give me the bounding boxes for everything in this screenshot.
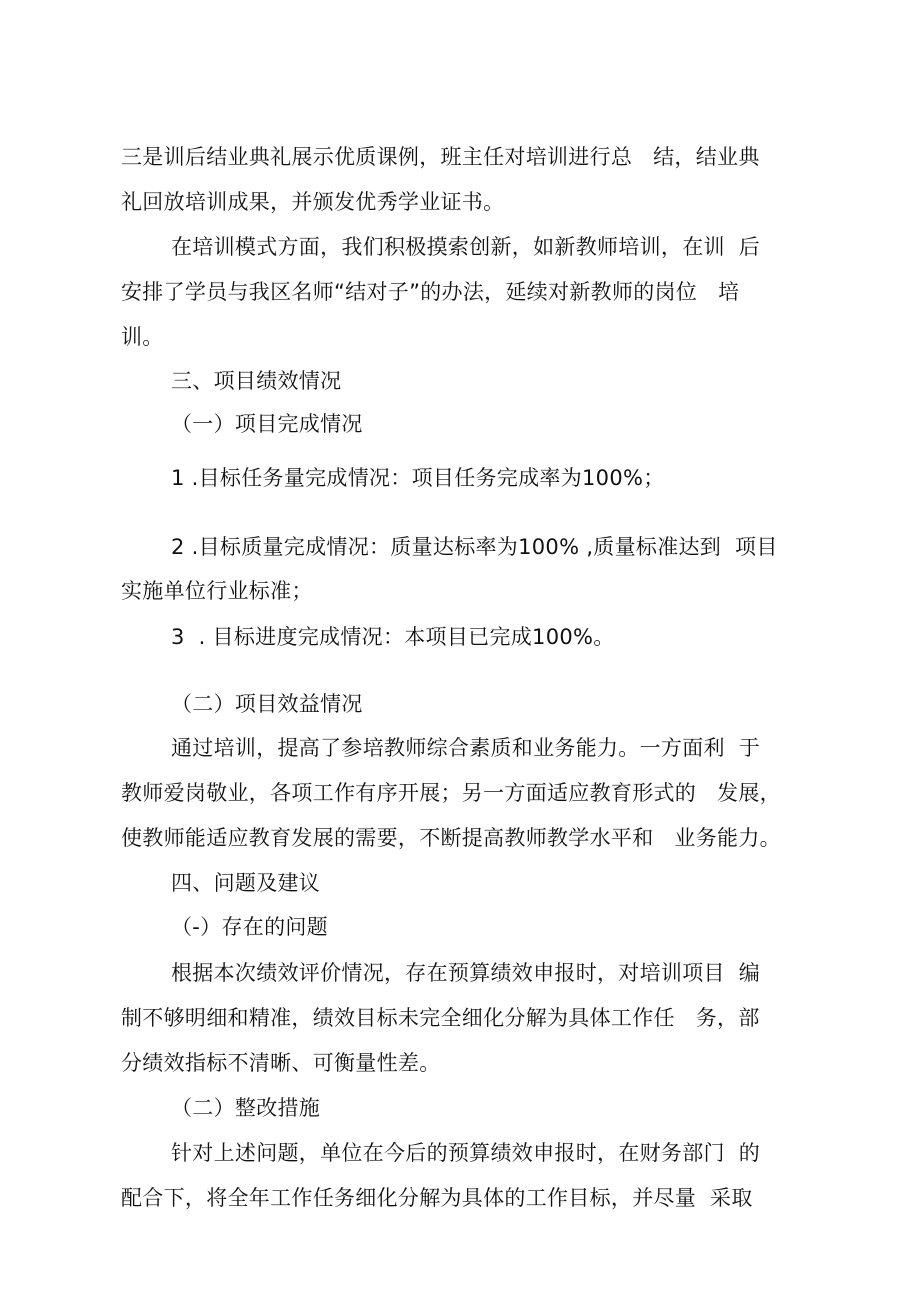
body-line-3: 在培训模式方面，我们积极摸索创新，如新教师培训，在训 后 xyxy=(171,235,761,259)
body-line-11: 分绩效指标不清晰、可衡量性差。 xyxy=(121,1051,441,1075)
body-line-10: 制不够明细和精准，绩效目标未完全细化分解为具体工作任 务，部 xyxy=(121,1006,760,1030)
item-line-3: 3 . 目标进度完成情况：本项目已完成100%。 xyxy=(171,625,615,649)
body-line-6: 通过培训，提高了参培教师综合素质和业务能力。一方面利 于 xyxy=(171,736,761,760)
body-line-1: 三是训后结业典礼展示优质课例，班主任对培训进行总 结，结业典 xyxy=(121,145,760,169)
section-heading-4: 四、问题及建议 xyxy=(171,871,321,895)
body-line-12: 针对上述问题，单位在今后的预算绩效申报时，在财务部门 的 xyxy=(171,1141,761,1165)
body-line-8: 使教师能适应教育发展的需要，不断提高教师教学水平和 业务能力。 xyxy=(121,826,781,850)
body-line-4: 安排了学员与我区名师“结对子”的办法，延续对新教师的岗位 培 xyxy=(121,280,740,304)
body-line-9: 根据本次绩效评价情况，存在预算绩效申报时，对培训项目 编 xyxy=(171,961,761,985)
subsection-heading-4: （二）整改措施 xyxy=(171,1096,321,1120)
item-line-2: 2 .目标质量完成情况：质量达标率为100% ,质量标准达到 项目 xyxy=(171,535,778,559)
body-line-2: 礼回放培训成果，并颁发优秀学业证书。 xyxy=(121,190,505,214)
subsection-heading-3: （-）存在的问题 xyxy=(171,915,328,939)
item-line-1: 1 .目标任务量完成情况：项目任务完成率为100%； xyxy=(171,466,665,490)
subsection-heading-1: （一）项目完成情况 xyxy=(171,412,363,436)
item-line-2-cont: 实施单位行业标准； xyxy=(121,579,313,603)
body-line-7: 教师爱岗敬业，各项工作有序开展；另一方面适应教育形式的 发展， xyxy=(121,781,781,805)
subsection-heading-2: （二）项目效益情况 xyxy=(171,692,363,716)
body-line-5: 训。 xyxy=(121,325,164,349)
section-heading-3: 三、项目绩效情况 xyxy=(171,369,342,393)
body-line-13: 配合下，将全年工作任务细化分解为具体的工作目标，并尽量 采取 xyxy=(121,1186,753,1210)
